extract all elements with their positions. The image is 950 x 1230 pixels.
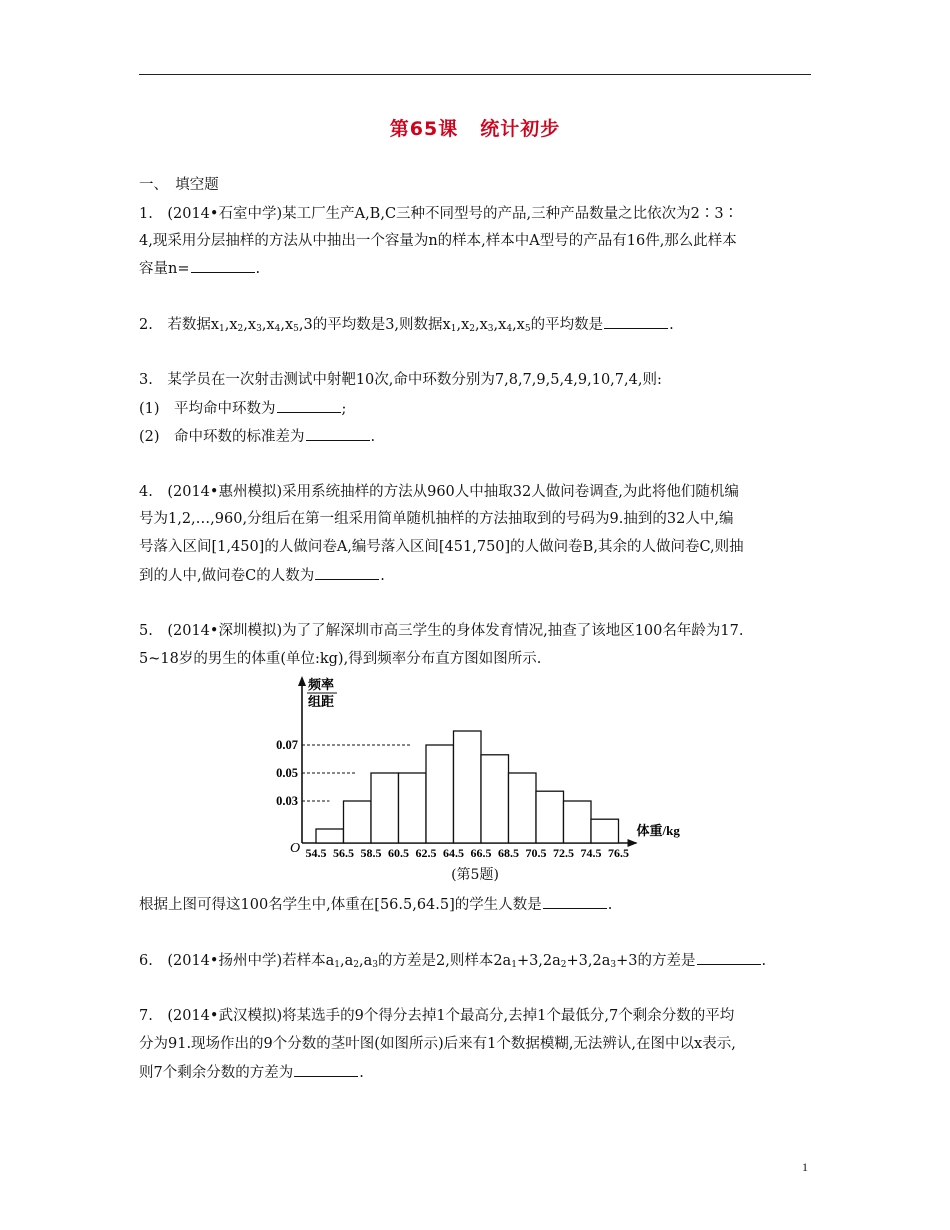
x-tick-label: 56.5	[333, 846, 354, 860]
q4-line-4	[139, 565, 815, 586]
sub-index: 2	[353, 960, 359, 970]
q6-part: a	[363, 953, 373, 969]
answer-blank[interactable]	[306, 426, 370, 441]
x-tick-label: 60.5	[388, 846, 409, 860]
q2-part: 2. 若数据x	[139, 317, 220, 333]
sub-index: 3	[487, 324, 494, 334]
y-tick-label: 0.07	[276, 738, 298, 752]
q7-line-2: 分为91.现场作出的9个分数的茎叶图(如图所示)后来有1个数据模糊,无法辨认,在图中以x表示,	[139, 1036, 736, 1052]
y-tick-label: 0.05	[276, 766, 298, 780]
q7-end: .	[359, 1065, 364, 1081]
sub-index: 2	[560, 960, 567, 970]
q2-line: 2. 若数据$x_1,x_2,x_3,x_4,x_5,3$的平均数是3,则数据$x_1,x_2,x_3,x_4,x_5$的平均数是 .	[139, 314, 815, 335]
q6-end: .	[761, 953, 767, 969]
q5-line-2: 5~18岁的男生的体重(单位:kg),得到频率分布直方图如图所示.	[139, 651, 542, 667]
x-tick-label: 68.5	[498, 846, 519, 860]
q7-line-3	[139, 1062, 815, 1083]
q3-part: (1) 平均命中环数为	[139, 401, 276, 417]
q6-part: 的方差是2,则样本2a	[377, 953, 512, 969]
q6-part: 6. (2014•扬州中学)若样本a	[139, 953, 335, 969]
section-heading: 一、 填空题	[139, 177, 219, 193]
q7-line-1: 7. (2014•武汉模拟)将某选手的9个得分去掉1个最高分,去掉1个最低分,7个剩余分数的平均	[139, 1008, 735, 1024]
sub-index: 5	[524, 324, 531, 334]
q5-line-3	[139, 894, 815, 915]
y-label-bottom: 组距	[308, 694, 335, 709]
q3-line-2	[139, 398, 815, 419]
histogram-bar	[564, 801, 592, 843]
sub-index: 2	[469, 324, 475, 334]
q1-text: 容量n=	[139, 261, 190, 277]
q6-part: a	[344, 953, 354, 969]
q3-line-1: 3. 某学员在一次射击测试中射靶10次,命中环数分别为7,8,7,9,5,4,9,10,7,4,则:	[139, 372, 662, 388]
q2-part: x	[516, 317, 525, 333]
y-axis-arrow	[298, 676, 306, 686]
sub-index: 3	[372, 960, 378, 970]
sub-index: 1	[450, 324, 457, 334]
q1-line-3	[139, 258, 815, 279]
answer-blank[interactable]	[191, 258, 255, 273]
q4-line-3: 号落入区间[1,450]的人做问卷A,编号落入区间[451,750]的人做问卷B,其余的人做问卷C,则抽	[139, 539, 744, 555]
page-number: 1	[802, 1160, 808, 1174]
q2-part: x	[266, 317, 275, 333]
sub-index: 5	[293, 324, 299, 334]
header-rule	[139, 74, 811, 75]
histogram-bar	[591, 819, 619, 843]
x-tick-label: 72.5	[553, 846, 574, 860]
q2-part: x	[229, 317, 238, 333]
origin-label: O	[290, 841, 301, 856]
q5-end: .	[607, 897, 613, 913]
sub-index: 4	[506, 324, 513, 334]
q4-end: .	[380, 568, 385, 584]
sub-index: 1	[219, 324, 225, 334]
frequency-histogram	[270, 672, 690, 862]
x-tick-label: 70.5	[525, 846, 547, 860]
x-axis-label: 体重/kg	[636, 823, 680, 838]
q6-part: +3的方差是	[616, 953, 696, 969]
answer-blank[interactable]	[604, 314, 668, 329]
x-tick-label: 64.5	[443, 846, 464, 860]
q2-part: 的平均数是	[530, 317, 604, 333]
sub-index: 3	[256, 324, 262, 334]
x-axis-arrow	[628, 839, 638, 847]
q5-line-1: 5. (2014•深圳模拟)为了了解深圳市高三学生的身体发育情况,抽查了该地区100名年龄为17.	[139, 623, 744, 639]
x-tick-label: 58.5	[360, 846, 382, 860]
x-tick-label: 74.5	[580, 846, 602, 860]
sub-index: 1	[511, 960, 517, 970]
histogram-bar	[399, 773, 427, 843]
x-tick-label: 66.5	[470, 846, 492, 860]
q2-part: x	[247, 317, 257, 333]
q3-end: .	[370, 429, 376, 445]
q3-line-3	[139, 426, 815, 447]
q2-part: x	[284, 317, 294, 333]
q2-part: x	[479, 317, 488, 333]
q5-part: 根据上图可得这100名学生中,体重在[56.5,64.5]的学生人数是	[139, 897, 542, 913]
q6-line: 6. (2014•扬州中学)若样本$a_1,a_2,a_3$的方差是2,则样本$2a_1+3,2a_2+3,2a_3+3$的方差是 .	[139, 950, 815, 971]
histogram-bar	[426, 745, 454, 843]
histogram-bar	[316, 829, 344, 843]
figure-caption: (第5题)	[451, 867, 499, 883]
x-tick-label: 76.5	[608, 846, 629, 860]
q2-part: ,3的平均数是3,则数据x	[298, 317, 451, 333]
answer-blank[interactable]	[697, 950, 761, 965]
sub-index: 2	[237, 324, 244, 334]
y-tick-label: 0.03	[276, 794, 298, 808]
q1-line-1: 1. (2014•石室中学)某工厂生产A,B,C三种不同型号的产品,三种产品数量之比依次为2∶3∶	[139, 206, 739, 222]
histogram-bar	[371, 773, 399, 843]
q4-line-1: 4. (2014•惠州模拟)采用系统抽样的方法从960人中抽取32人做问卷调查,为此将他们随机编	[139, 484, 739, 500]
q6-part: +3,2a	[566, 953, 611, 969]
histogram-bar	[454, 731, 482, 843]
q1-line-2: 4,现采用分层抽样的方法从中抽出一个容量为n的样本,样本中A型号的产品有16件,那么此样本	[139, 233, 737, 249]
x-tick-label: 62.5	[415, 846, 437, 860]
answer-blank[interactable]	[315, 565, 379, 580]
q3-part: (2) 命中环数的标准差为	[139, 429, 305, 445]
histogram-bar	[536, 791, 564, 843]
q7-part: 则7个剩余分数的方差为	[139, 1065, 294, 1081]
q4-part: 到的人中,做问卷C的人数为	[139, 568, 315, 584]
q2-end: .	[669, 317, 674, 333]
histogram-bar	[344, 801, 372, 843]
page-title	[0, 114, 950, 141]
lesson-topic: 统计初步	[480, 118, 561, 140]
histogram-bar	[481, 755, 509, 843]
q2-part: x	[461, 317, 470, 333]
y-label-top: 频率	[308, 677, 335, 692]
q3-end: ;	[341, 401, 347, 417]
lesson-number: 第65课	[389, 118, 459, 140]
q6-part: +3,2a	[516, 953, 561, 969]
sub-index: 1	[334, 960, 340, 970]
q2-part: x	[498, 317, 507, 333]
sub-index: 3	[610, 960, 617, 970]
q4-line-2: 号为1,2,…,960,分组后在第一组采用简单随机抽样的方法抽取到的号码为9.抽到的32人中,编	[139, 511, 734, 527]
q1-end: .	[255, 261, 261, 277]
sub-index: 4	[274, 324, 281, 334]
answer-blank[interactable]	[294, 1062, 358, 1077]
histogram-bar	[509, 773, 537, 843]
x-tick-label: 54.5	[305, 846, 327, 860]
answer-blank[interactable]	[277, 398, 341, 413]
answer-blank[interactable]	[543, 894, 607, 909]
